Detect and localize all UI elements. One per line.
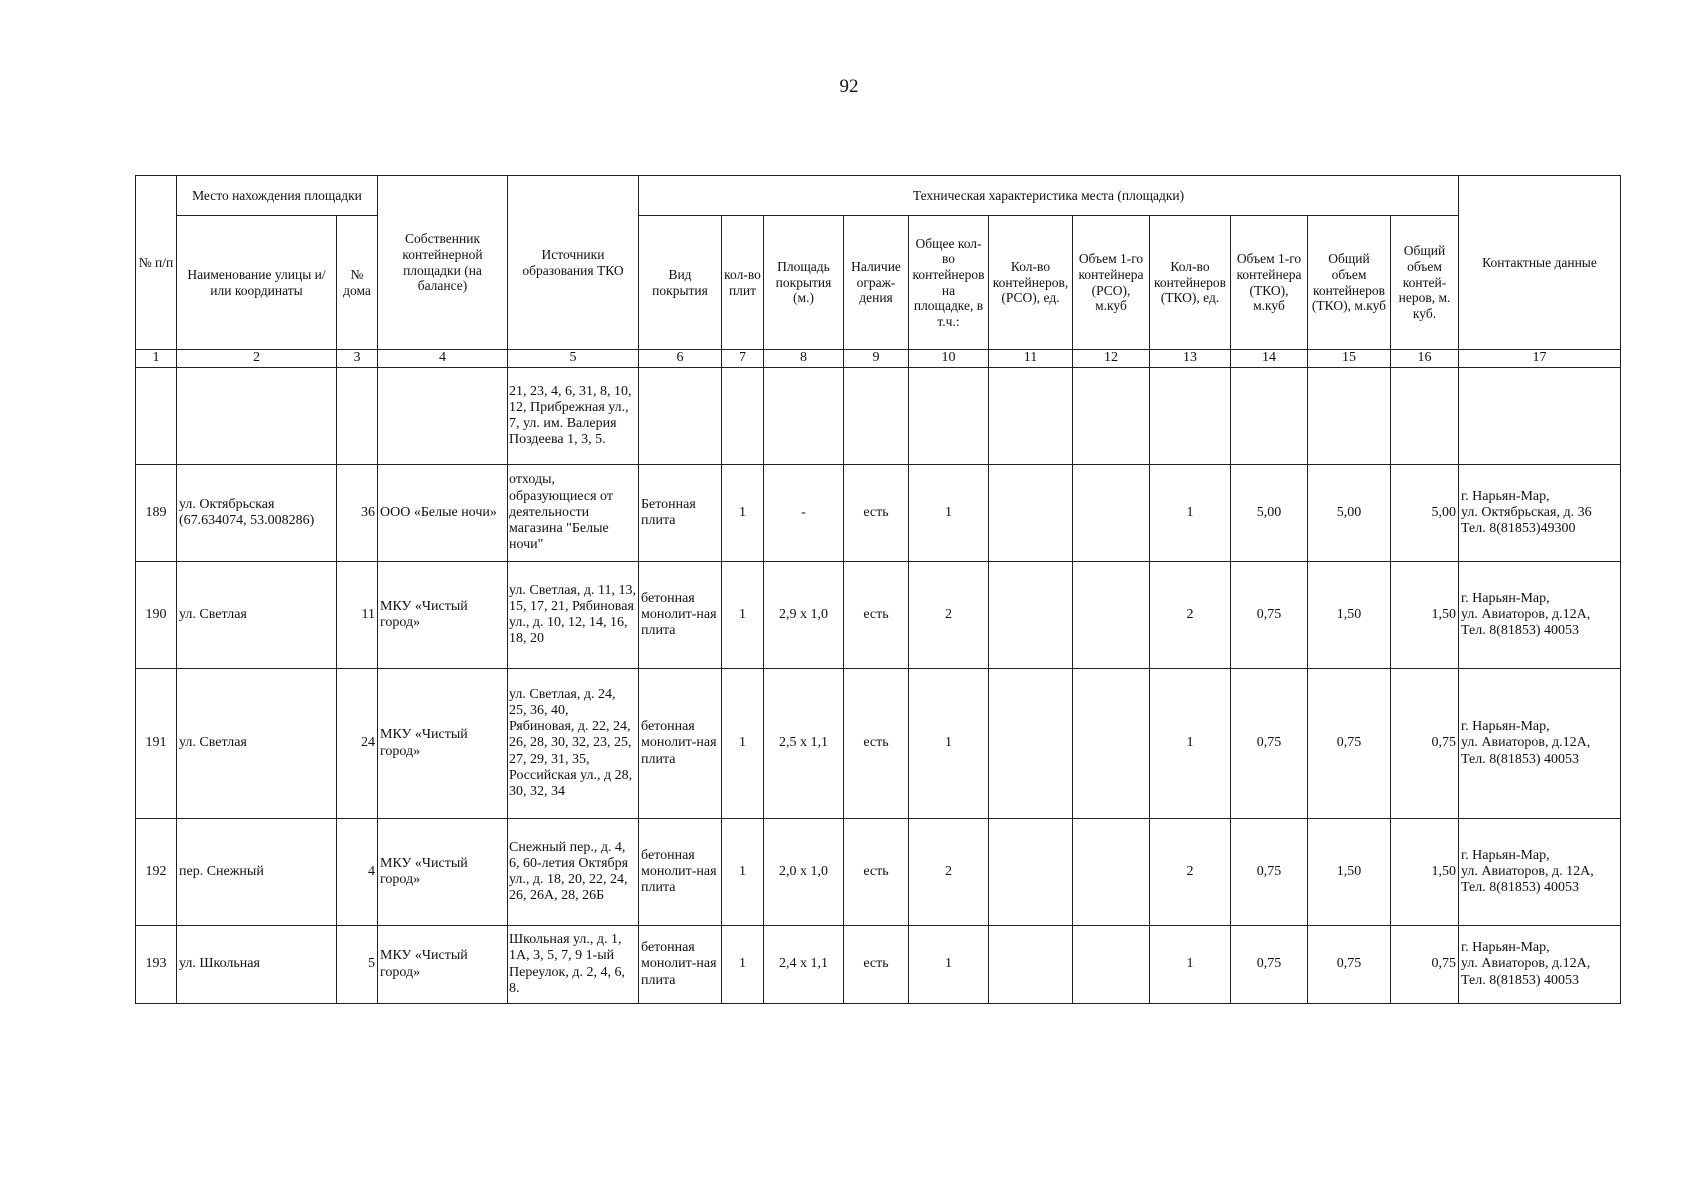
fence-cell: есть: [844, 926, 909, 1004]
sources-cell: Школьная ул., д. 1, 1А, 3, 5, 7, 9 1-ый Переулок, д. 2, 4, 6, 8.: [508, 926, 639, 1004]
owner-cell: МКУ «Чистый город»: [378, 669, 508, 819]
tko-total-volume-cell: 5,00: [1308, 465, 1391, 562]
tko-count-cell: 2: [1150, 819, 1231, 926]
column-number: 2: [177, 350, 337, 368]
contact-line: Тел. 8(81853)49300: [1461, 521, 1576, 537]
header-sources: Источники образования ТКО: [508, 176, 639, 350]
column-number: 4: [378, 350, 508, 368]
contact-line: ул. Авиаторов, д.12А,: [1461, 606, 1591, 622]
column-number: 1: [136, 350, 177, 368]
fence-cell: есть: [844, 669, 909, 819]
table-header: [136, 176, 1621, 368]
rso-count-cell: [989, 669, 1073, 819]
total-containers-cell: 2: [909, 562, 989, 669]
column-number: 8: [764, 350, 844, 368]
column-number: 9: [844, 350, 909, 368]
contact-line: Тел. 8(81853) 40053: [1461, 751, 1580, 767]
header-fence: Наличие ограж-дения: [844, 216, 909, 350]
fence-cell: есть: [844, 562, 909, 669]
rso-volume-cell: [1073, 819, 1150, 926]
contacts-cell: [1459, 562, 1621, 669]
tko-total-volume-cell: 0,75: [1308, 926, 1391, 1004]
contacts-cell: [1459, 669, 1621, 819]
column-number: 13: [1150, 350, 1231, 368]
column-number-row: [136, 350, 1621, 368]
row-number: 191: [136, 669, 177, 819]
column-number: 10: [909, 350, 989, 368]
owner-cell: ООО «Белые ночи»: [378, 465, 508, 562]
cover-cell: бетонная монолит-ная плита: [639, 669, 722, 819]
rso-count-cell: [989, 562, 1073, 669]
area-cell: 2,4 х 1,1: [764, 926, 844, 1004]
header-total-containers: Общее кол-во контейнеров на площадке, в т.ч.:: [909, 216, 989, 350]
cover-cell: бетонная монолит-ная плита: [639, 926, 722, 1004]
tko-volume-cell: 0,75: [1231, 819, 1308, 926]
column-number: 12: [1073, 350, 1150, 368]
tko-count-cell: 1: [1150, 669, 1231, 819]
column-number: 3: [337, 350, 378, 368]
contact-line: г. Нарьян-Мар,: [1461, 940, 1550, 956]
column-number: 14: [1231, 350, 1308, 368]
house-cell: 5: [337, 926, 378, 1004]
tko-count-cell: 2: [1150, 562, 1231, 669]
area-cell: 2,9 х 1,0: [764, 562, 844, 669]
total-volume-cell: 5,00: [1391, 465, 1459, 562]
rso-count-cell: [989, 926, 1073, 1004]
header-tko-count: Кол-во контейнеров (ТКО), ед.: [1150, 216, 1231, 350]
contact-line: ул. Октябрьская, д. 36: [1461, 504, 1592, 520]
row-number: 192: [136, 819, 177, 926]
column-number: 11: [989, 350, 1073, 368]
header-location-group: Место нахождения площадки: [177, 176, 378, 216]
row-number: 190: [136, 562, 177, 669]
slabs-cell: 1: [722, 819, 764, 926]
owner-cell: МКУ «Чистый город»: [378, 819, 508, 926]
column-number: 16: [1391, 350, 1459, 368]
total-volume-cell: 0,75: [1391, 926, 1459, 1004]
tko-total-volume-cell: 0,75: [1308, 669, 1391, 819]
registry-table: [135, 175, 1621, 1004]
total-containers-cell: 1: [909, 926, 989, 1004]
column-number: 17: [1459, 350, 1621, 368]
sources-cell: 21, 23, 4, 6, 31, 8, 10, 12, Прибрежная ул., 7, ул. им. Валерия Поздеева 1, 3, 5.: [508, 368, 639, 465]
contacts-cell: [1459, 465, 1621, 562]
total-volume-cell: 1,50: [1391, 562, 1459, 669]
contact-line: г. Нарьян-Мар,: [1461, 719, 1550, 735]
table-row: [136, 669, 1621, 819]
slabs-cell: 1: [722, 926, 764, 1004]
rso-volume-cell: [1073, 562, 1150, 669]
header-rso-volume: Объем 1-го контейнера (РСО), м.куб: [1073, 216, 1150, 350]
contact-line: Тел. 8(81853) 40053: [1461, 972, 1580, 988]
table-row-continuation: [136, 368, 1621, 465]
header-slabs: кол-во плит: [722, 216, 764, 350]
area-cell: 2,0 х 1,0: [764, 819, 844, 926]
total-volume-cell: 0,75: [1391, 669, 1459, 819]
contact-line: ул. Авиаторов, д. 12А,: [1461, 863, 1594, 879]
header-number: № п/п: [136, 176, 177, 350]
street-cell: ул. Светлая: [177, 562, 337, 669]
sources-cell: ул. Светлая, д. 24, 25, 36, 40, Рябиновая, д. 22, 24, 26, 28, 30, 32, 23, 25, 27, 29, 31, 35, Российская ул., д 28, 30, 32, 34: [508, 669, 639, 819]
house-cell: 11: [337, 562, 378, 669]
column-number: 5: [508, 350, 639, 368]
contact-line: Тел. 8(81853) 40053: [1461, 623, 1580, 639]
table-body: [136, 368, 1621, 1004]
table-row: [136, 465, 1621, 562]
tko-count-cell: 1: [1150, 465, 1231, 562]
rso-volume-cell: [1073, 669, 1150, 819]
row-number: 189: [136, 465, 177, 562]
contacts-cell: [1459, 819, 1621, 926]
tko-volume-cell: 0,75: [1231, 669, 1308, 819]
fence-cell: есть: [844, 465, 909, 562]
area-cell: -: [764, 465, 844, 562]
header-rso-count: Кол-во контейнеров, (РСО), ед.: [989, 216, 1073, 350]
header-contacts: Контактные данные: [1459, 176, 1621, 350]
tko-volume-cell: 0,75: [1231, 562, 1308, 669]
rso-volume-cell: [1073, 926, 1150, 1004]
contact-line: г. Нарьян-Мар,: [1461, 488, 1550, 504]
tko-volume-cell: 0,75: [1231, 926, 1308, 1004]
cover-cell: бетонная монолит-ная плита: [639, 562, 722, 669]
total-containers-cell: 2: [909, 819, 989, 926]
sources-cell: отходы, образующиеся от деятельности магазина "Белые ночи": [508, 465, 639, 562]
rso-count-cell: [989, 819, 1073, 926]
cover-cell: Бетонная плита: [639, 465, 722, 562]
sources-cell: Снежный пер., д. 4, 6, 60-летия Октября ул., д. 18, 20, 22, 24, 26, 26А, 28, 26Б: [508, 819, 639, 926]
rso-count-cell: [989, 465, 1073, 562]
header-street: Наименование улицы и/или координаты: [177, 216, 337, 350]
slabs-cell: 1: [722, 669, 764, 819]
column-number: 7: [722, 350, 764, 368]
street-cell: ул. Школьная: [177, 926, 337, 1004]
contact-line: г. Нарьян-Мар,: [1461, 847, 1550, 863]
contact-line: Тел. 8(81853) 40053: [1461, 880, 1580, 896]
tko-volume-cell: 5,00: [1231, 465, 1308, 562]
table-row: [136, 926, 1621, 1004]
house-cell: 36: [337, 465, 378, 562]
street-cell: ул. Октябрьская (67.634074, 53.008286): [177, 465, 337, 562]
sources-cell: ул. Светлая, д. 11, 13, 15, 17, 21, Рябиновая ул., д. 10, 12, 14, 16, 18, 20: [508, 562, 639, 669]
house-cell: 4: [337, 819, 378, 926]
table-row: [136, 819, 1621, 926]
tko-total-volume-cell: 1,50: [1308, 819, 1391, 926]
slabs-cell: 1: [722, 562, 764, 669]
total-volume-cell: 1,50: [1391, 819, 1459, 926]
rso-volume-cell: [1073, 465, 1150, 562]
owner-cell: МКУ «Чистый город»: [378, 926, 508, 1004]
row-number: 193: [136, 926, 177, 1004]
house-cell: 24: [337, 669, 378, 819]
page-number: 92: [839, 76, 859, 97]
total-containers-cell: 1: [909, 465, 989, 562]
contact-line: ул. Авиаторов, д.12А,: [1461, 735, 1591, 751]
header-owner: Собственник контейнерной площадки (на балансе): [378, 176, 508, 350]
contacts-cell: [1459, 926, 1621, 1004]
header-house: № дома: [337, 216, 378, 350]
header-area: Площадь покрытия (м.): [764, 216, 844, 350]
column-number: 15: [1308, 350, 1391, 368]
street-cell: ул. Светлая: [177, 669, 337, 819]
cover-cell: бетонная монолит-ная плита: [639, 819, 722, 926]
header-tko-volume: Объем 1-го контейнера (ТКО), м.куб: [1231, 216, 1308, 350]
area-cell: 2,5 х 1,1: [764, 669, 844, 819]
header-tech-group: Техническая характеристика места (площадки): [639, 176, 1459, 216]
street-cell: пер. Снежный: [177, 819, 337, 926]
table-row: [136, 562, 1621, 669]
fence-cell: есть: [844, 819, 909, 926]
slabs-cell: 1: [722, 465, 764, 562]
owner-cell: МКУ «Чистый город»: [378, 562, 508, 669]
tko-total-volume-cell: 1,50: [1308, 562, 1391, 669]
contact-line: ул. Авиаторов, д.12А,: [1461, 956, 1591, 972]
contact-line: г. Нарьян-Мар,: [1461, 590, 1550, 606]
header-tko-total-volume: Общий объем контейнеров (ТКО), м.куб: [1308, 216, 1391, 350]
tko-count-cell: 1: [1150, 926, 1231, 1004]
column-number: 6: [639, 350, 722, 368]
header-total-volume: Общий объем контей-неров, м. куб.: [1391, 216, 1459, 350]
header-cover: Вид покрытия: [639, 216, 722, 350]
total-containers-cell: 1: [909, 669, 989, 819]
